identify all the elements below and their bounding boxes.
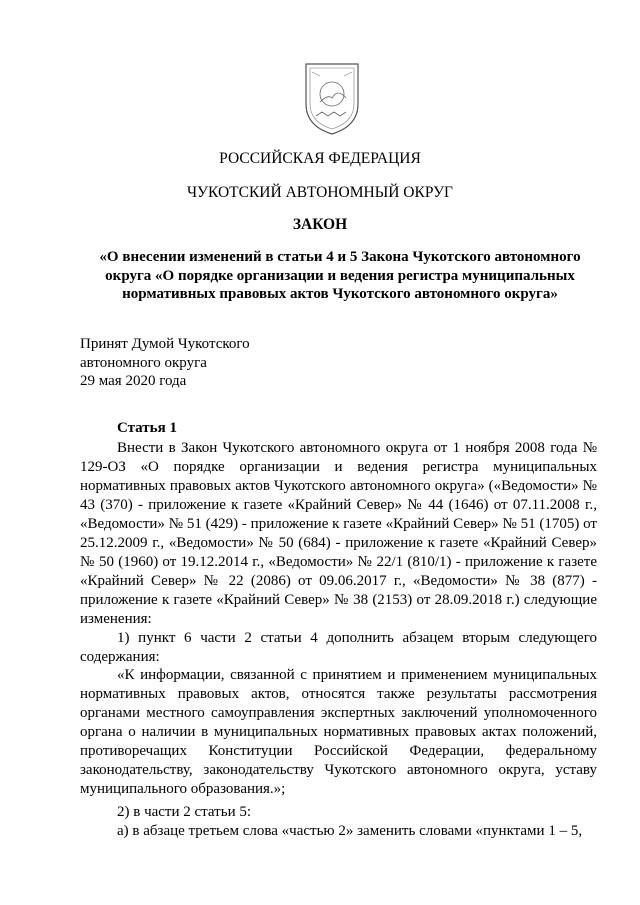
law-title: «О внесении изменений в статьи 4 и 5 Закона Чукотского автономного округа «О порядке организации и ведения регистра муниципальных нормативных правовых актов Чукотского автономного округа»	[99, 249, 581, 302]
region-heading: ЧУКОТСКИЙ АВТОНОМНЫЙ ОКРУГ	[186, 184, 454, 201]
adoption-date: 29 мая 2020 года	[80, 373, 187, 389]
amendment-quote: «К информации, связанной с принятием и применением муниципальных нормативных правовых актов, относятся также результаты рассмотрения органами местного самоуправления экспертных заключений уполномоченного органа о наличии в муниципальных нормативных правовых актах положений, противоречащих Конституции Российской Федерации, федеральному законодательству, законодательству Чукотского автономного округа, уставу муниципального образования.»;	[80, 667, 597, 797]
amendment-item-1: 1) пункт 6 части 2 статьи 4 дополнить абзацем вторым следующего содержания:	[80, 630, 597, 665]
country-heading: РОССИЙСКАЯ ФЕДЕРАЦИЯ	[219, 150, 421, 167]
article-intro-paragraph: Внести в Закон Чукотского автономного округа от 1 ноября 2008 года № 129-ОЗ «О порядке организации и ведения регистра муниципальных нормативных правовых актов Чукотского автономного округа» («Ведомости» № 43 (370) - приложение к газете «Крайний Север» № 44 (1646) от 07.11.2008 г., «Ведомости» № 51 (429) - приложение к газете «Крайний Север» № 51 (1705) от 25.12.2009 г., «Ведомости» № 50 (684) - приложение к газете «Крайний Север» № 50 (1960) от 19.12.2014 г., «Ведомости» № 22/1 (810/1) - приложение к газете «Крайний Север» № 22 (2086) от 09.06.2017 г., «Ведомости» № 38 (877) - приложение к газете «Крайний Север» № 38 (2153) от 28.09.2018 г.) следующие изменения:	[80, 440, 597, 627]
adoption-line-2: автономного округа	[80, 354, 207, 371]
adoption-line-1: Принят Думой Чукотского	[80, 336, 250, 352]
coat-of-arms-emblem	[298, 58, 366, 138]
article-heading: Статья 1	[117, 420, 177, 436]
amendment-item-2: 2) в части 2 статьи 5:	[117, 804, 252, 820]
amendment-item-2a: а) в абзаце третьем слова «частью 2» заменить словами «пунктами 1 – 5,	[117, 823, 583, 839]
document-type-heading: ЗАКОН	[292, 216, 348, 233]
adoption-info	[80, 335, 250, 391]
